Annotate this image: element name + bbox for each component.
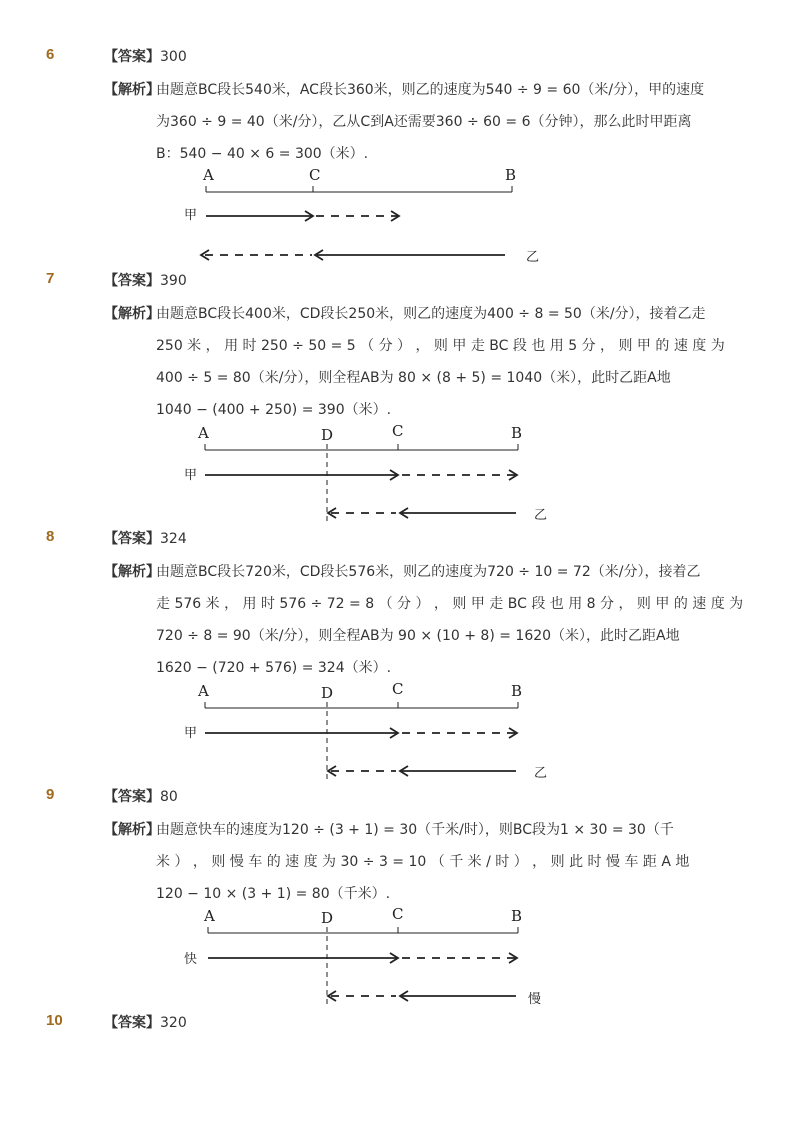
mover-label-bottom: 慢 — [528, 992, 542, 1007]
analysis-line: 走 576 米 ， 用 时 576 ÷ 72 = 8 （ 分 ） ， 则 甲 走 BC 段 也 用 8 分 ， 则 甲 的 速 度 为 — [156, 596, 744, 612]
point-label-b: B — [511, 682, 523, 700]
answer-line — [104, 1012, 187, 1032]
arrow-bottom — [328, 991, 516, 1001]
answer-line — [104, 270, 187, 290]
analysis-tag: 【解析】 — [104, 822, 160, 838]
segment-line — [205, 702, 518, 708]
point-label-d: D — [321, 426, 334, 444]
segment-diagram — [0, 418, 600, 528]
mover-label-bottom: 乙 — [526, 250, 540, 265]
analysis-tag: 【解析】 — [104, 564, 160, 580]
point-label-c: C — [392, 422, 404, 440]
segment-line — [208, 927, 518, 933]
arrow-top — [205, 728, 517, 738]
answer-line — [104, 46, 187, 66]
analysis-line: 由题意快车的速度为120 ÷ (3 + 1) = 30（千米/时），则BC段为1 × 30 = 30（千 — [156, 822, 674, 838]
arrow-top — [205, 470, 517, 480]
analysis-line: 250 米 ， 用 时 250 ÷ 50 = 5 （ 分 ） ， 则 甲 走 BC 段 也 用 5 分 ， 则 甲 的 速 度 为 — [156, 338, 725, 354]
analysis-line: 由题意BC段长400米，CD段长250米，则乙的速度为400 ÷ 8 = 50（米/分），接着乙走 — [156, 306, 706, 322]
point-label-c: C — [392, 905, 404, 923]
point-label-a: A — [203, 166, 214, 184]
answer-line — [104, 786, 178, 806]
analysis-line: 720 ÷ 8 = 90（米/分），则全程AB为 90 × (10 + 8) = 1620（米），此时乙距A地 — [156, 628, 680, 644]
mover-label-bottom: 乙 — [534, 766, 548, 781]
point-label-b: B — [511, 907, 523, 925]
problem-number: 8 — [46, 528, 55, 545]
point-label-c: C — [309, 166, 321, 184]
segment-diagram — [0, 901, 600, 1013]
answer-line — [104, 528, 187, 548]
analysis-line: 400 ÷ 5 = 80（米/分），则全程AB为 80 × (8 + 5) = 1040（米），此时乙距A地 — [156, 370, 671, 386]
analysis-line: 1040 − (400 + 250) = 390（米）. — [156, 402, 392, 418]
answer-value: 320 — [160, 1015, 187, 1031]
segment-line — [206, 186, 512, 192]
analysis-line: 1620 − (720 + 576) = 324（米）. — [156, 660, 392, 676]
point-label-b: B — [505, 166, 517, 184]
arrow-top — [208, 953, 517, 963]
analysis-line: 由题意BC段长720米，CD段长576米，则乙的速度为720 ÷ 10 = 72（米/分），接着乙 — [156, 564, 701, 580]
arrow-bottom — [201, 250, 505, 260]
analysis-line: B：540 − 40 × 6 = 300（米）. — [156, 146, 369, 162]
mover-label-top: 甲 — [184, 726, 198, 741]
analysis-tag: 【解析】 — [104, 82, 160, 98]
point-label-a: A — [198, 424, 209, 442]
point-label-d: D — [321, 909, 334, 927]
segment-line — [205, 444, 518, 450]
point-label-d: D — [321, 684, 334, 702]
answer-tag: 【答案】 — [104, 789, 160, 805]
mover-label-bottom: 乙 — [534, 508, 548, 523]
arrow-bottom — [328, 508, 516, 518]
problem-number: 7 — [46, 270, 55, 287]
point-label-b: B — [511, 424, 523, 442]
problem-number: 6 — [46, 46, 55, 63]
analysis-tag: 【解析】 — [104, 306, 160, 322]
answer-value: 80 — [160, 789, 178, 805]
point-label-a: A — [204, 907, 215, 925]
point-label-a: A — [198, 682, 209, 700]
answer-tag: 【答案】 — [104, 531, 160, 547]
answer-tag: 【答案】 — [104, 1015, 160, 1031]
answer-value: 300 — [160, 49, 187, 65]
arrow-bottom — [328, 766, 516, 776]
segment-diagram — [0, 160, 600, 270]
mover-label-top: 甲 — [184, 468, 198, 483]
answer-value: 324 — [160, 531, 187, 547]
analysis-line: 由题意BC段长540米，AC段长360米，则乙的速度为540 ÷ 9 = 60（米/分），甲的速度 — [156, 82, 705, 98]
point-label-c: C — [392, 680, 404, 698]
mover-label-top: 甲 — [184, 208, 198, 223]
analysis-line: 米 ） ， 则 慢 车 的 速 度 为 30 ÷ 3 = 10 （ 千 米 / 时 ） ， 则 此 时 慢 车 距 A 地 — [156, 854, 690, 870]
analysis-line: 为360 ÷ 9 = 40（米/分），乙从C到A还需要360 ÷ 60 = 6（分钟），那么此时甲距离 — [156, 114, 692, 130]
answer-tag: 【答案】 — [104, 273, 160, 289]
answer-tag: 【答案】 — [104, 49, 160, 65]
segment-diagram — [0, 676, 600, 786]
analysis-line: 120 − 10 × (3 + 1) = 80（千米）. — [156, 886, 391, 902]
mover-label-top: 快 — [184, 952, 198, 967]
problem-number: 9 — [46, 786, 55, 803]
arrow-top — [206, 211, 399, 221]
answer-value: 390 — [160, 273, 187, 289]
problem-number: 10 — [46, 1012, 63, 1029]
